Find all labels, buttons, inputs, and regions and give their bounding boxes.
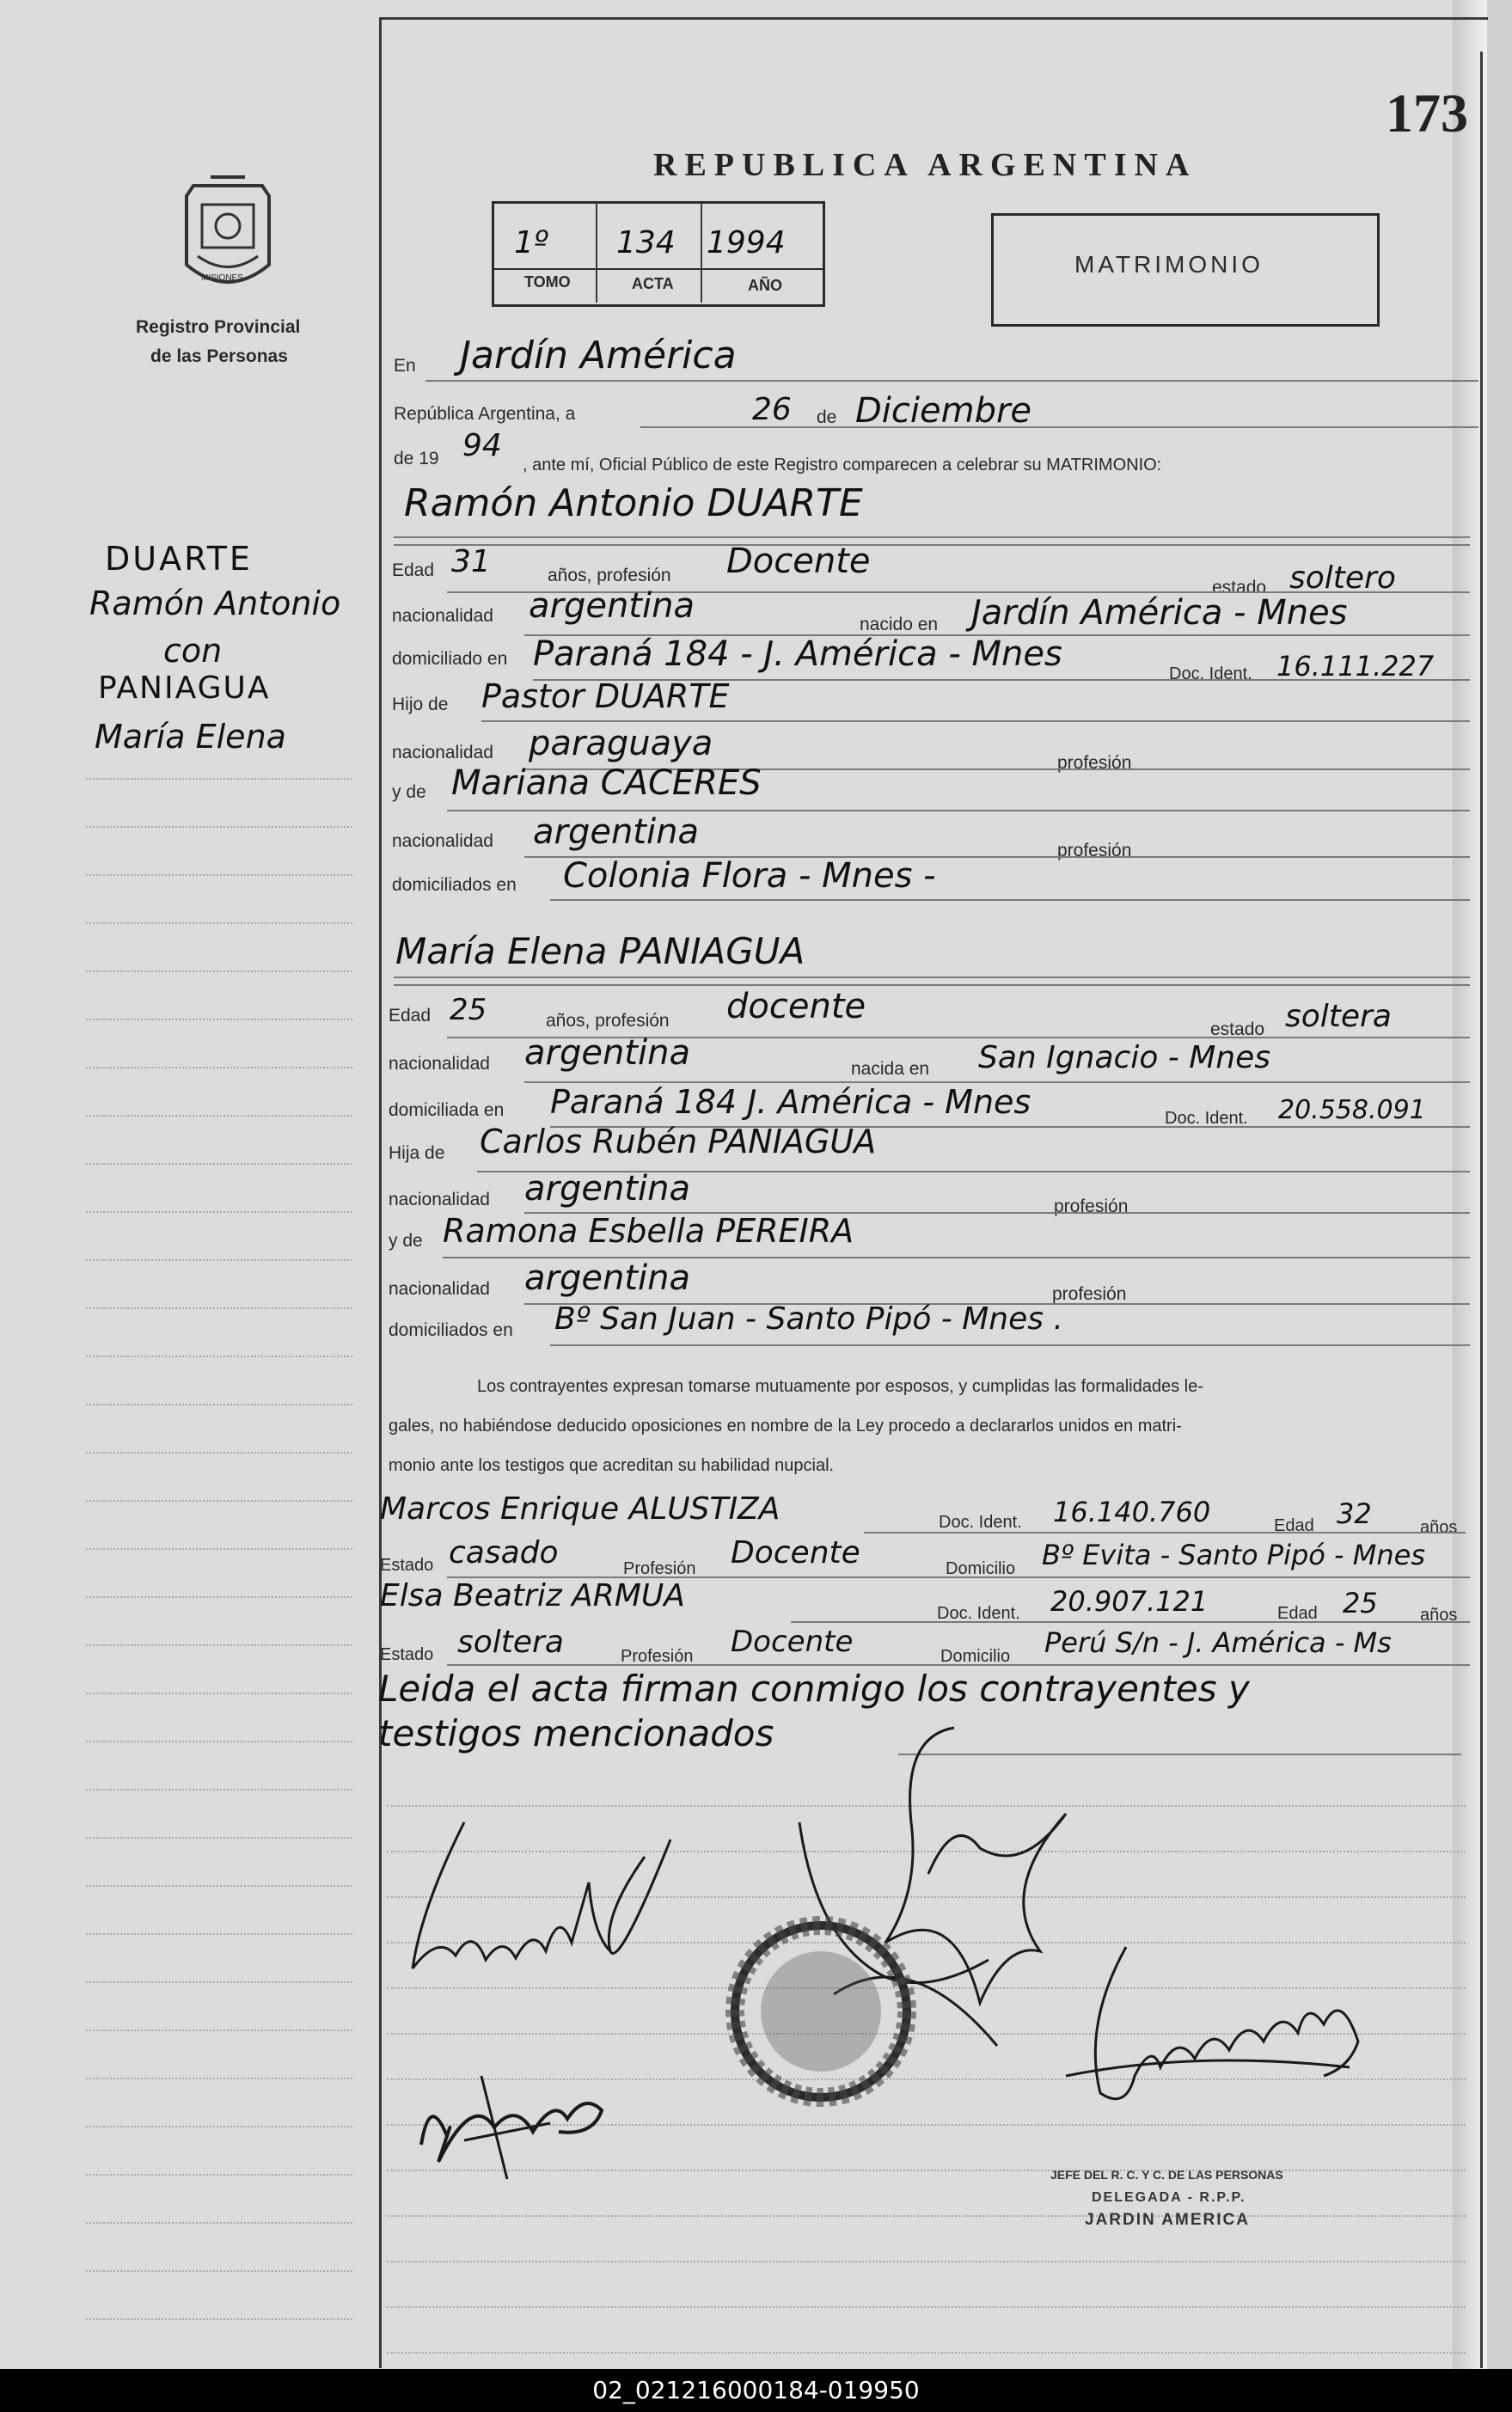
witness1-dom-label: Domicilio — [946, 1559, 1016, 1578]
witness2-address: Perú S/n - J. América - Ms — [1044, 1626, 1392, 1659]
bride-born-label: nacida en — [851, 1059, 930, 1079]
margin-dotted-line — [86, 1500, 352, 1502]
groom-dom-label: domiciliado en — [392, 649, 508, 669]
groom-parent-label: Hijo de — [392, 695, 449, 714]
margin-dotted-line — [86, 922, 352, 924]
groom-father-line — [481, 720, 1470, 722]
margin-dotted-line — [86, 1693, 352, 1694]
registry-name-line1: Registro Provincial — [136, 317, 301, 337]
country-title: REPUBLICA ARGENTINA — [653, 147, 1197, 183]
witness2-profession: Docente — [731, 1625, 854, 1659]
witness1-anos-label: años — [1420, 1518, 1458, 1537]
witness1-name: Marcos Enrique ALUSTIZA — [380, 1491, 780, 1527]
witness2-dom-label: Domicilio — [940, 1647, 1011, 1666]
margin-note-line5: María Elena — [95, 718, 286, 756]
groom-father-nationality: paraguaya — [529, 724, 713, 763]
ano-label: AÑO — [748, 277, 782, 294]
margin-dotted-line — [86, 1548, 352, 1550]
bride-mother-prof-label: profesión — [1052, 1284, 1127, 1304]
bride-nac-label: nacionalidad — [389, 1054, 490, 1074]
witness1-civil-status: casado — [449, 1535, 559, 1570]
witness1-edad-label: Edad — [1274, 1516, 1314, 1535]
witness2-doc-label: Doc. Ident. — [937, 1604, 1020, 1623]
bride-birthplace: San Ignacio - Mnes — [978, 1040, 1270, 1075]
bride-nationality: argentina — [524, 1033, 690, 1073]
margin-dotted-line — [86, 1259, 352, 1261]
groom-mother-nationality: argentina — [533, 812, 699, 852]
bride-civil-status: soltera — [1285, 999, 1392, 1034]
margin-dotted-line — [86, 1356, 352, 1357]
witness2-name-line — [791, 1621, 1470, 1623]
bride-address: Paraná 184 J. América - Mnes — [550, 1083, 1031, 1121]
margin-note-line3: con — [163, 632, 223, 670]
margin-dotted-line — [86, 1211, 352, 1213]
day-value: 26 — [752, 392, 792, 427]
groom-civil-status: soltero — [1289, 560, 1396, 596]
groom-anos-label: años, profesión — [548, 566, 671, 585]
margin-dotted-line — [86, 1019, 352, 1020]
groom-age: 31 — [451, 544, 491, 579]
witness2-name: Elsa Beatriz ARMUA — [380, 1578, 685, 1613]
bride-age: 25 — [450, 993, 487, 1027]
groom-doc-label: Doc. Ident. — [1169, 664, 1252, 683]
margin-dotted-line — [86, 1789, 352, 1791]
margin-dotted-line — [86, 970, 352, 972]
bride-parents-dom-line — [550, 1344, 1470, 1346]
signature-bride — [413, 2059, 627, 2188]
bride-mother: Ramona Esbella PEREIRA — [443, 1212, 854, 1250]
year-value: 94 — [462, 428, 502, 463]
witness1-doc: 16.140.760 — [1053, 1496, 1211, 1528]
footer-code: 02_021216000184-019950 — [592, 2376, 920, 2404]
place-value: Jardín América — [460, 334, 737, 377]
declaration-line3: monio ante los testigos que acreditan su habilidad nupcial. — [389, 1456, 835, 1475]
margin-dotted-line — [86, 874, 352, 876]
republic-label: República Argentina, a — [394, 404, 576, 424]
tomo-value: 1º — [514, 225, 548, 260]
groom-nac-label: nacionalidad — [392, 606, 493, 626]
bride-anos-label: años, profesión — [546, 1011, 670, 1031]
witness2-edad-label: Edad — [1277, 1604, 1318, 1623]
margin-dotted-line — [86, 1885, 352, 1887]
acta-value: 134 — [616, 225, 676, 260]
witness2-age: 25 — [1343, 1587, 1378, 1619]
groom-edad-label: Edad — [392, 560, 435, 580]
right-border — [1480, 52, 1483, 2368]
record-box-sep1 — [596, 203, 597, 303]
margin-dotted-line — [86, 2318, 352, 2320]
margin-note-line2: Ramón Antonio — [89, 585, 341, 622]
bride-mother-nationality: argentina — [524, 1258, 690, 1298]
bride-name-line2 — [394, 984, 1470, 986]
margin-dotted-line — [86, 2126, 352, 2127]
bride-edad-label: Edad — [389, 1006, 432, 1025]
signature-dotted-line — [387, 2261, 1466, 2262]
witness1-profession: Docente — [731, 1535, 860, 1570]
bride-doc-label: Doc. Ident. — [1165, 1109, 1248, 1128]
stamp-line2: DELEGADA - R.P.P. — [1092, 2190, 1246, 2205]
page-number: 173 — [1386, 83, 1468, 144]
groom-parents-dom-label: domiciliados en — [392, 875, 517, 895]
margin-note-line4: PANIAGUA — [98, 670, 271, 706]
groom-mother-label: y de — [392, 782, 426, 802]
margin-dotted-line — [86, 1981, 352, 1983]
intro-statement: , ante mí, Oficial Público de este Registro comparecen a celebrar su MATRIMONIO: — [523, 456, 1162, 474]
witness2-anos-label: años — [1420, 1606, 1458, 1625]
closing-line2: testigos mencionados — [378, 1712, 774, 1754]
en-label: En — [394, 356, 416, 376]
bride-dom-label: domiciliada en — [389, 1100, 505, 1120]
witness2-doc: 20.907.121 — [1050, 1585, 1209, 1618]
groom-name-line2 — [394, 544, 1470, 546]
witness1-age: 32 — [1337, 1497, 1372, 1530]
bride-mother-label: y de — [389, 1231, 423, 1251]
groom-mother-nac-label: nacionalidad — [392, 831, 493, 851]
footer-bar — [0, 2369, 1512, 2412]
de-label: de — [817, 407, 837, 427]
left-column-divider — [379, 17, 382, 2368]
place-line — [425, 380, 1478, 382]
signature-dotted-line — [387, 2215, 1466, 2217]
signature-dotted-line — [387, 2306, 1466, 2308]
groom-father-prof-label: profesión — [1057, 753, 1132, 773]
bride-father-nationality: argentina — [524, 1169, 690, 1209]
groom-name-line — [394, 536, 1470, 538]
seal-label: MISIONES — [201, 273, 243, 283]
margin-dotted-line — [86, 2029, 352, 2031]
groom-nationality: argentina — [529, 586, 695, 626]
top-border — [379, 17, 1488, 20]
witness2-estado-line — [447, 1664, 1470, 1666]
bride-parent-label: Hija de — [389, 1143, 445, 1163]
margin-dotted-line — [86, 2270, 352, 2272]
registry-name-line2: de las Personas — [150, 346, 288, 366]
witness2-civil-status: soltera — [457, 1625, 564, 1660]
bride-estado-label: estado — [1210, 1019, 1265, 1039]
margin-dotted-line — [86, 778, 352, 780]
margin-dotted-line — [86, 1596, 352, 1598]
groom-parents-address: Colonia Flora - Mnes - — [563, 856, 936, 896]
margin-dotted-line — [86, 1644, 352, 1646]
record-box-divider — [492, 268, 823, 270]
bride-parents-dom-label: domiciliados en — [389, 1320, 513, 1340]
stamp-line3: JARDIN AMERICA — [1085, 2211, 1250, 2229]
date-line — [640, 426, 1478, 428]
margin-dotted-line — [86, 1115, 352, 1117]
margin-dotted-line — [86, 826, 352, 828]
groom-address: Paraná 184 - J. América - Mnes — [533, 634, 1062, 674]
witness1-name-line — [864, 1532, 1466, 1534]
signature-dotted-line — [387, 2352, 1466, 2354]
official-stamp-icon — [722, 1913, 920, 2110]
witness1-estado-label: Estado — [380, 1556, 434, 1575]
groom-mother-line — [447, 810, 1470, 811]
groom-birthplace: Jardín América - Mnes — [971, 593, 1348, 633]
declaration-line2: gales, no habiéndose deducido oposiciones en nombre de la Ley procedo a declararlos unidos en matri- — [389, 1417, 1182, 1436]
bride-doc: 20.558.091 — [1278, 1095, 1426, 1125]
margin-dotted-line — [86, 2222, 352, 2224]
month-value: Diciembre — [855, 391, 1032, 431]
groom-doc: 16.111.227 — [1276, 650, 1435, 683]
margin-dotted-line — [86, 1404, 352, 1405]
groom-mother: Mariana CACERES — [451, 763, 762, 803]
margin-dotted-line — [86, 1067, 352, 1068]
bride-name-line — [394, 976, 1470, 978]
bride-father-nac-label: nacionalidad — [389, 1190, 490, 1209]
closing-line1: Leida el acta firman conmigo los contrayentes y — [378, 1668, 1250, 1710]
act-type-label: MATRIMONIO — [1074, 251, 1264, 278]
margin-note-line1: DUARTE — [105, 540, 253, 578]
witness1-address: Bº Evita - Santo Pipó - Mnes — [1042, 1539, 1426, 1571]
groom-profession: Docente — [726, 542, 871, 581]
year-prefix: de 19 — [394, 449, 439, 468]
declaration-line1: Los contrayentes expresan tomarse mutuamente por esposos, y cumplidas las formalidades le- — [477, 1377, 1203, 1396]
groom-name: Ramón Antonio DUARTE — [404, 481, 863, 525]
groom-mother-prof-label: profesión — [1057, 841, 1132, 860]
stamp-line1: JEFE DEL R. C. Y C. DE LAS PERSONAS — [1050, 2168, 1283, 2182]
groom-parents-dom-line — [550, 899, 1470, 901]
witness1-prof-label: Profesión — [623, 1559, 696, 1578]
bride-parents-address: Bº San Juan - Santo Pipó - Mnes . — [554, 1301, 1063, 1337]
tomo-label: TOMO — [524, 273, 571, 291]
groom-estado-label: estado — [1212, 578, 1267, 597]
signature-official — [1066, 1938, 1375, 2145]
bride-name: María Elena PANIAGUA — [395, 930, 805, 972]
bride-mother-nac-label: nacionalidad — [389, 1279, 490, 1299]
margin-dotted-line — [86, 1933, 352, 1935]
ano-value: 1994 — [707, 225, 786, 260]
groom-born-label: nacido en — [860, 615, 939, 634]
signature-groom — [387, 1805, 696, 2003]
bride-father: Carlos Rubén PANIAGUA — [480, 1123, 877, 1160]
witness1-doc-label: Doc. Ident. — [939, 1513, 1022, 1532]
margin-dotted-line — [86, 1837, 352, 1839]
groom-father: Pastor DUARTE — [481, 677, 730, 715]
witness2-prof-label: Profesión — [621, 1647, 694, 1666]
groom-father-nac-label: nacionalidad — [392, 743, 493, 762]
record-box-sep2 — [701, 203, 702, 303]
margin-dotted-line — [86, 1307, 352, 1309]
margin-dotted-line — [86, 2078, 352, 2079]
witness2-estado-label: Estado — [380, 1645, 434, 1664]
margin-dotted-line — [86, 1163, 352, 1165]
margin-dotted-line — [86, 2174, 352, 2176]
margin-dotted-line — [86, 1452, 352, 1454]
bride-profession: docente — [726, 987, 866, 1026]
acta-label: ACTA — [632, 275, 674, 292]
bride-father-prof-label: profesión — [1054, 1197, 1129, 1216]
margin-dotted-line — [86, 1741, 352, 1742]
